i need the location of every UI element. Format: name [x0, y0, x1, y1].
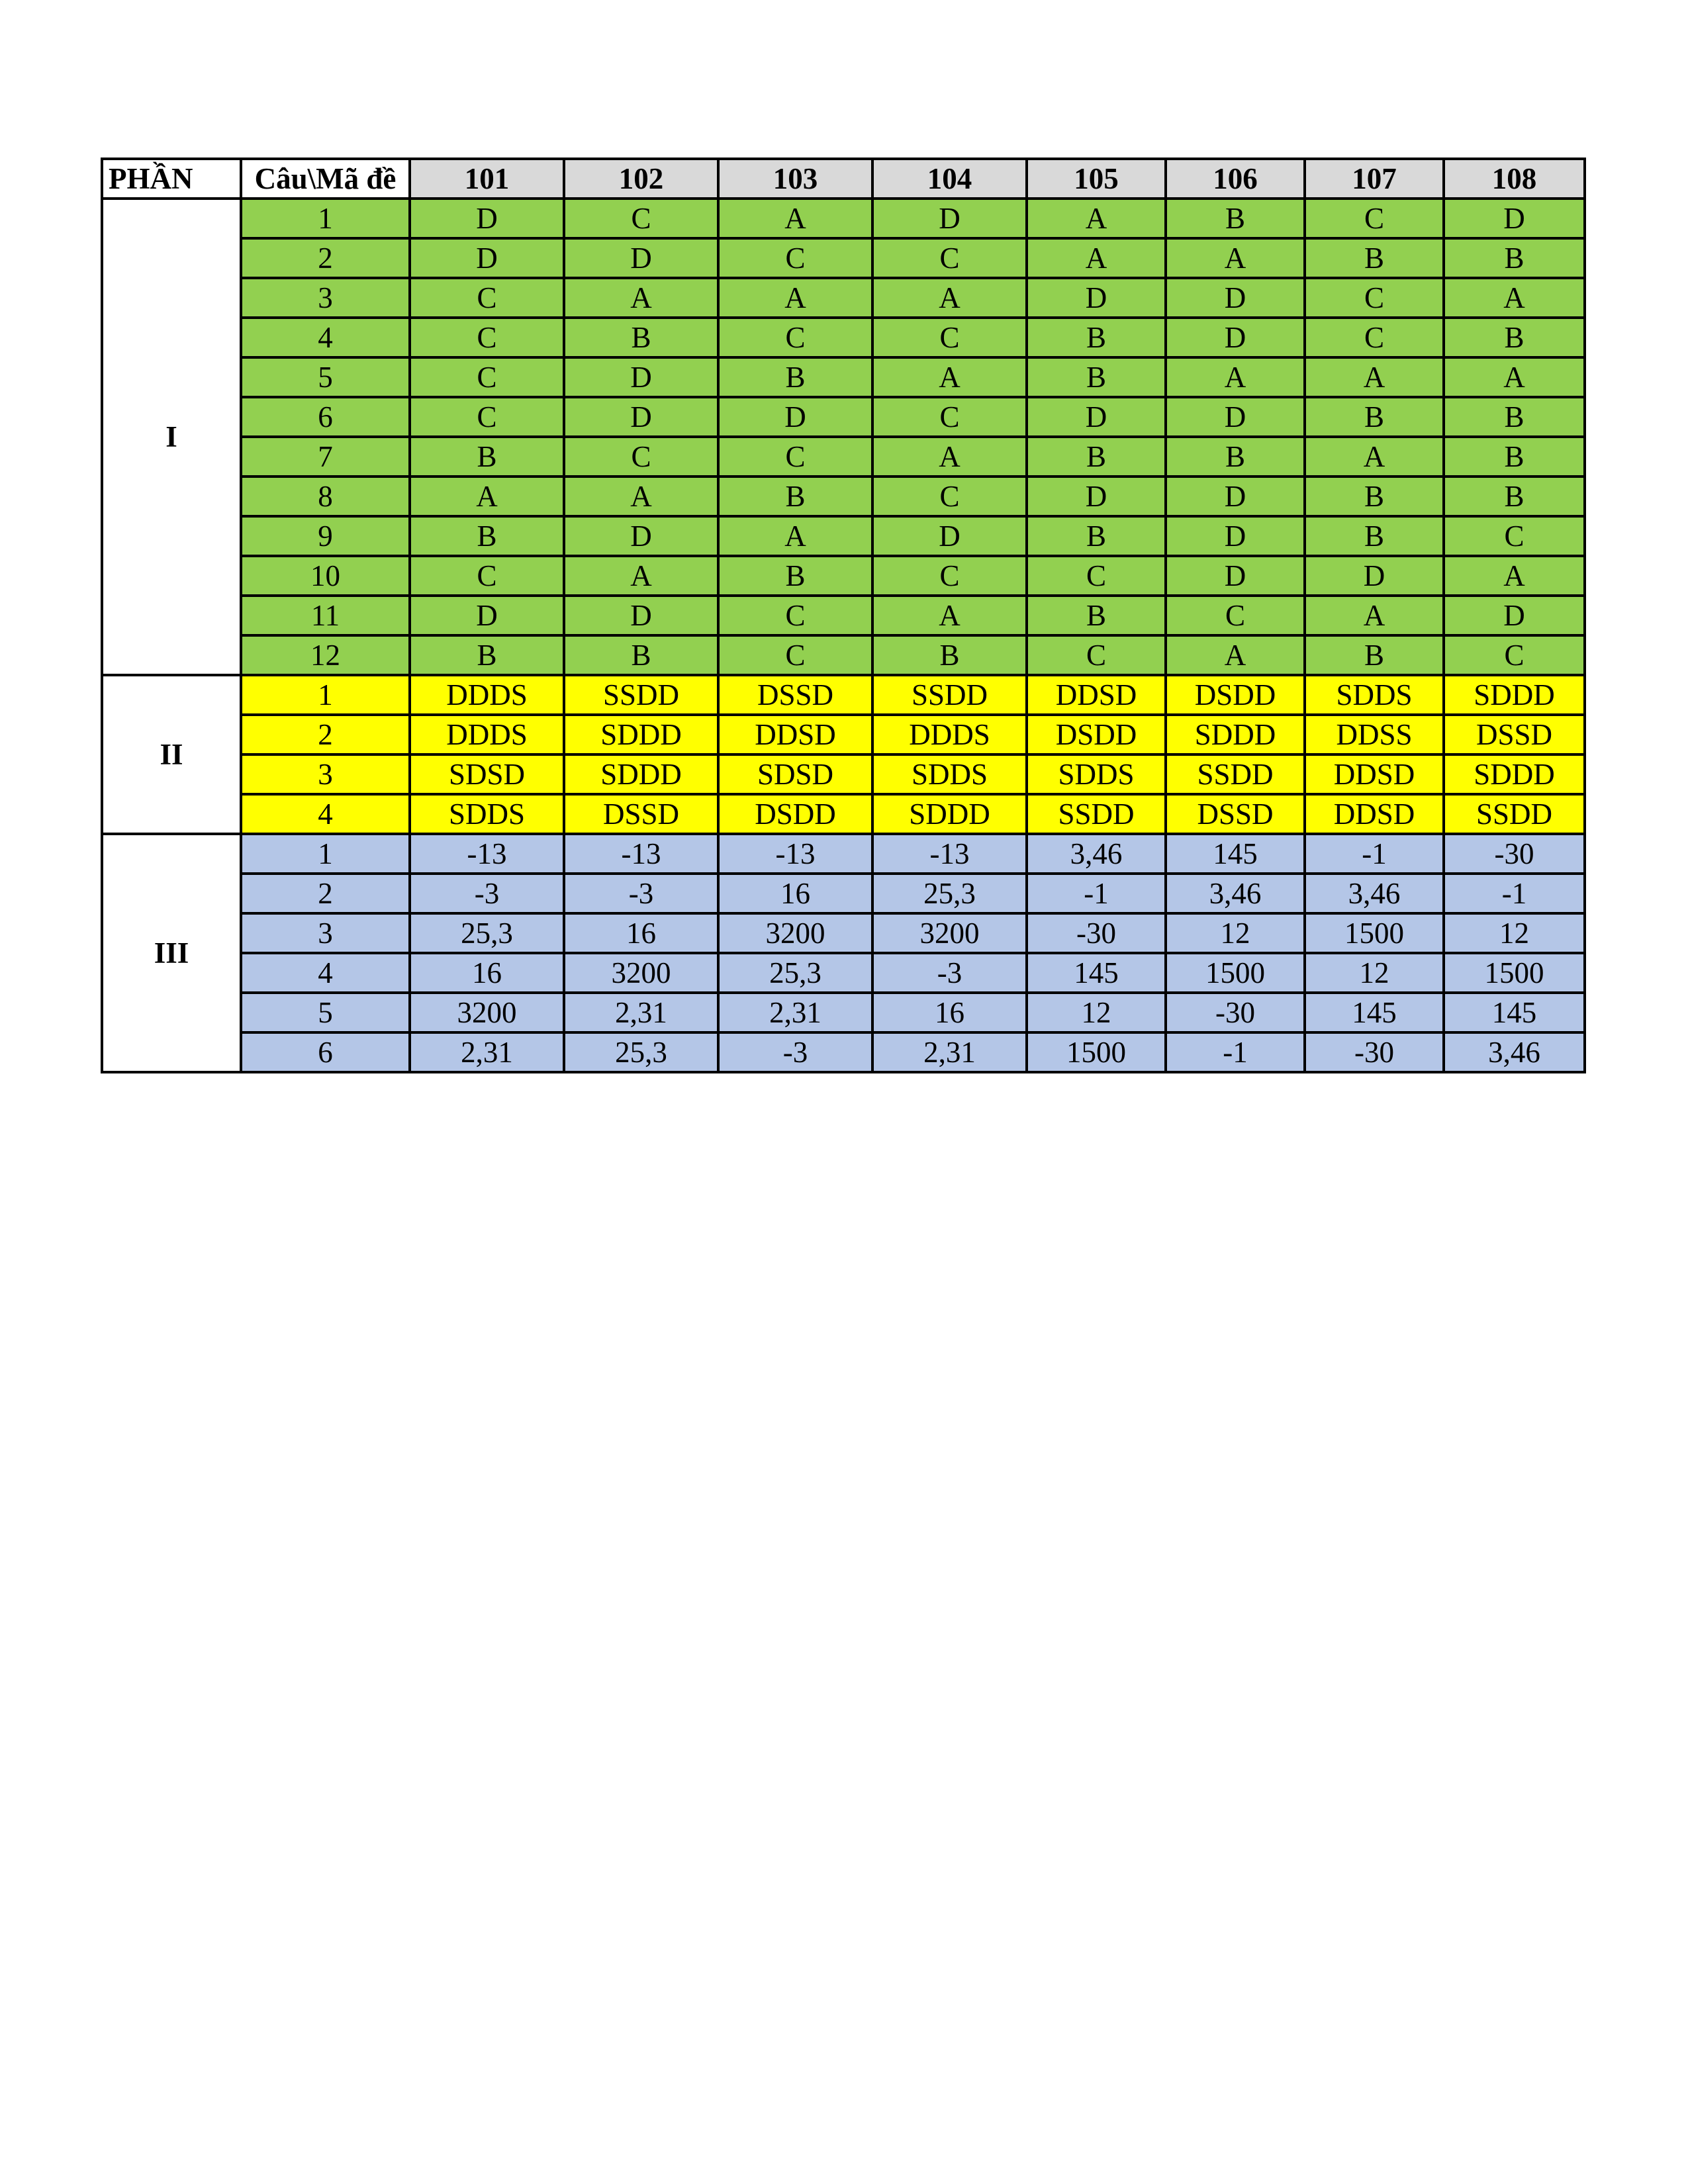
answer-cell: A: [1027, 238, 1166, 278]
header-code-103: 103: [718, 159, 872, 199]
question-number: 1: [241, 675, 410, 715]
answer-cell: SDDS: [1305, 675, 1444, 715]
answer-cell: DDSD: [1305, 794, 1444, 834]
answer-cell: DDDS: [410, 675, 564, 715]
table-row: [102, 675, 1585, 715]
answer-cell: B: [1305, 477, 1444, 516]
table-row: [102, 754, 1585, 794]
answer-cell: C: [564, 437, 718, 477]
question-number: 6: [241, 1032, 410, 1072]
section-label: III: [102, 834, 241, 1072]
answer-cell: 2,31: [410, 1032, 564, 1072]
answer-cell: D: [1444, 199, 1585, 238]
answer-cell: C: [1444, 516, 1585, 556]
answer-cell: DSSD: [1444, 715, 1585, 754]
question-number: 10: [241, 556, 410, 596]
answer-cell: SDDS: [410, 794, 564, 834]
answer-cell: SSDD: [872, 675, 1027, 715]
answer-cell: -13: [410, 834, 564, 874]
answer-cell: D: [564, 596, 718, 635]
answer-cell: B: [1305, 516, 1444, 556]
table-row: [102, 357, 1585, 397]
table-row: [102, 238, 1585, 278]
answer-cell: A: [564, 556, 718, 596]
answer-cell: 16: [718, 874, 872, 913]
answer-cell: C: [872, 238, 1027, 278]
answer-cell: 145: [1027, 953, 1166, 993]
section-label: I: [102, 199, 241, 675]
answer-cell: D: [1166, 516, 1305, 556]
answer-cell: -3: [410, 874, 564, 913]
answer-cell: A: [1305, 357, 1444, 397]
answer-cell: C: [1027, 556, 1166, 596]
answer-cell: 25,3: [872, 874, 1027, 913]
answer-cell: A: [1166, 357, 1305, 397]
answer-cell: 145: [1166, 834, 1305, 874]
header-code-104: 104: [872, 159, 1027, 199]
answer-cell: B: [1166, 199, 1305, 238]
answer-cell: 2,31: [718, 993, 872, 1032]
answer-cell: SDDD: [1444, 675, 1585, 715]
answer-cell: 2,31: [872, 1032, 1027, 1072]
answer-cell: A: [718, 278, 872, 318]
answer-cell: C: [410, 357, 564, 397]
answer-cell: 3200: [410, 993, 564, 1032]
answer-cell: D: [872, 199, 1027, 238]
answer-cell: C: [410, 318, 564, 357]
answer-cell: -1: [1444, 874, 1585, 913]
table-row: [102, 715, 1585, 754]
answer-cell: A: [872, 357, 1027, 397]
header-code-102: 102: [564, 159, 718, 199]
answer-cell: D: [410, 596, 564, 635]
answer-cell: DSSD: [718, 675, 872, 715]
answer-cell: 25,3: [410, 913, 564, 953]
table-row: [102, 1032, 1585, 1072]
answer-cell: SDDD: [1444, 754, 1585, 794]
answer-cell: DSSD: [1166, 794, 1305, 834]
answer-cell: B: [1027, 357, 1166, 397]
question-number: 2: [241, 238, 410, 278]
answer-cell: D: [1027, 397, 1166, 437]
question-number: 2: [241, 715, 410, 754]
answer-cell: 3200: [564, 953, 718, 993]
answer-cell: 145: [1305, 993, 1444, 1032]
table-row: [102, 794, 1585, 834]
answer-cell: C: [1444, 635, 1585, 675]
table-row: [102, 556, 1585, 596]
answer-cell: 3,46: [1027, 834, 1166, 874]
answer-cell: 16: [410, 953, 564, 993]
table-row: [102, 953, 1585, 993]
answer-cell: D: [1027, 278, 1166, 318]
answer-cell: D: [564, 238, 718, 278]
answer-cell: B: [718, 556, 872, 596]
answer-cell: 25,3: [718, 953, 872, 993]
table-row: [102, 278, 1585, 318]
answer-cell: SSDD: [1444, 794, 1585, 834]
question-number: 5: [241, 993, 410, 1032]
answer-cell: 2,31: [564, 993, 718, 1032]
answer-cell: SDSD: [410, 754, 564, 794]
answer-cell: A: [410, 477, 564, 516]
table-row: [102, 437, 1585, 477]
answer-cell: D: [564, 357, 718, 397]
answer-cell: C: [1305, 318, 1444, 357]
answer-cell: B: [718, 477, 872, 516]
answer-cell: -3: [564, 874, 718, 913]
answer-cell: D: [872, 516, 1027, 556]
answer-cell: C: [872, 397, 1027, 437]
answer-cell: DDSD: [1305, 754, 1444, 794]
answer-cell: C: [410, 397, 564, 437]
answer-cell: SDSD: [718, 754, 872, 794]
answer-cell: DSDD: [1027, 715, 1166, 754]
answer-cell: D: [1166, 556, 1305, 596]
answer-cell: A: [1027, 199, 1166, 238]
question-number: 6: [241, 397, 410, 437]
header-code-108: 108: [1444, 159, 1585, 199]
answer-cell: DDSS: [1305, 715, 1444, 754]
answer-cell: SDDS: [1027, 754, 1166, 794]
answer-cell: B: [410, 635, 564, 675]
answer-cell: D: [1305, 556, 1444, 596]
section-label: II: [102, 675, 241, 834]
table-row: [102, 874, 1585, 913]
table-row: [102, 199, 1585, 238]
answer-key-table: [101, 158, 1586, 1073]
answer-cell: C: [718, 596, 872, 635]
answer-cell: -30: [1166, 993, 1305, 1032]
answer-cell: -13: [872, 834, 1027, 874]
answer-cell: DSDD: [1166, 675, 1305, 715]
answer-cell: 3200: [872, 913, 1027, 953]
table-row: [102, 913, 1585, 953]
answer-cell: A: [1305, 437, 1444, 477]
question-number: 3: [241, 913, 410, 953]
answer-cell: A: [1444, 357, 1585, 397]
header-row: [102, 159, 1585, 199]
answer-cell: B: [1305, 635, 1444, 675]
answer-cell: 1500: [1305, 913, 1444, 953]
header-part-label: PHẦN: [102, 159, 241, 199]
question-number: 4: [241, 318, 410, 357]
answer-cell: D: [1027, 477, 1166, 516]
answer-cell: B: [1305, 397, 1444, 437]
answer-cell: 3200: [718, 913, 872, 953]
answer-cell: B: [1027, 318, 1166, 357]
question-number: 4: [241, 953, 410, 993]
table-row: [102, 635, 1585, 675]
answer-cell: B: [1444, 238, 1585, 278]
answer-cell: A: [1166, 238, 1305, 278]
answer-cell: -1: [1166, 1032, 1305, 1072]
answer-cell: -13: [718, 834, 872, 874]
answer-cell: C: [872, 477, 1027, 516]
answer-cell: C: [564, 199, 718, 238]
answer-cell: A: [1166, 635, 1305, 675]
question-number: 1: [241, 199, 410, 238]
answer-cell: C: [718, 437, 872, 477]
answer-cell: 1500: [1027, 1032, 1166, 1072]
answer-cell: B: [564, 318, 718, 357]
answer-cell: A: [1305, 596, 1444, 635]
header-code-101: 101: [410, 159, 564, 199]
answer-cell: 25,3: [564, 1032, 718, 1072]
table-row: [102, 516, 1585, 556]
answer-cell: A: [1444, 556, 1585, 596]
table-row: [102, 596, 1585, 635]
answer-cell: A: [564, 477, 718, 516]
answer-cell: 12: [1166, 913, 1305, 953]
answer-cell: DDDS: [410, 715, 564, 754]
answer-cell: D: [564, 397, 718, 437]
answer-cell: D: [718, 397, 872, 437]
answer-cell: 1500: [1166, 953, 1305, 993]
answer-cell: SSDD: [1166, 754, 1305, 794]
answer-cell: C: [872, 556, 1027, 596]
answer-cell: D: [1166, 397, 1305, 437]
header-code-106: 106: [1166, 159, 1305, 199]
answer-cell: SSDD: [1027, 794, 1166, 834]
answer-cell: D: [1444, 596, 1585, 635]
answer-cell: C: [1305, 278, 1444, 318]
question-number: 5: [241, 357, 410, 397]
table-row: [102, 993, 1585, 1032]
answer-cell: 145: [1444, 993, 1585, 1032]
answer-cell: -30: [1305, 1032, 1444, 1072]
answer-cell: 12: [1305, 953, 1444, 993]
answer-cell: 1500: [1444, 953, 1585, 993]
answer-cell: C: [718, 635, 872, 675]
answer-cell: B: [718, 357, 872, 397]
answer-cell: B: [410, 516, 564, 556]
answer-cell: C: [718, 238, 872, 278]
answer-cell: C: [872, 318, 1027, 357]
answer-cell: A: [872, 596, 1027, 635]
answer-cell: D: [1166, 477, 1305, 516]
answer-cell: SDDD: [564, 754, 718, 794]
answer-cell: DSDD: [718, 794, 872, 834]
answer-cell: DSSD: [564, 794, 718, 834]
answer-cell: B: [872, 635, 1027, 675]
question-number: 9: [241, 516, 410, 556]
answer-cell: B: [1027, 437, 1166, 477]
answer-cell: 16: [872, 993, 1027, 1032]
answer-key-body: [102, 159, 1585, 1072]
answer-cell: SDDD: [1166, 715, 1305, 754]
table-row: [102, 397, 1585, 437]
question-number: 7: [241, 437, 410, 477]
answer-cell: D: [564, 516, 718, 556]
answer-cell: DDSD: [1027, 675, 1166, 715]
answer-cell: -3: [718, 1032, 872, 1072]
answer-cell: D: [410, 238, 564, 278]
answer-cell: B: [410, 437, 564, 477]
answer-cell: D: [1166, 278, 1305, 318]
answer-cell: B: [564, 635, 718, 675]
answer-cell: C: [410, 556, 564, 596]
answer-cell: B: [1027, 516, 1166, 556]
question-number: 11: [241, 596, 410, 635]
answer-cell: SDDD: [872, 794, 1027, 834]
answer-cell: 3,46: [1166, 874, 1305, 913]
answer-cell: SSDD: [564, 675, 718, 715]
answer-cell: B: [1444, 437, 1585, 477]
answer-cell: A: [718, 516, 872, 556]
answer-cell: C: [1166, 596, 1305, 635]
answer-cell: B: [1027, 596, 1166, 635]
answer-cell: -1: [1027, 874, 1166, 913]
table-row: [102, 477, 1585, 516]
question-number: 4: [241, 794, 410, 834]
question-number: 3: [241, 754, 410, 794]
question-number: 3: [241, 278, 410, 318]
table-row: [102, 318, 1585, 357]
answer-cell: C: [410, 278, 564, 318]
header-code-107: 107: [1305, 159, 1444, 199]
answer-cell: B: [1444, 397, 1585, 437]
answer-cell: SDDS: [872, 754, 1027, 794]
answer-cell: A: [718, 199, 872, 238]
answer-cell: DDDS: [872, 715, 1027, 754]
answer-cell: 16: [564, 913, 718, 953]
answer-cell: A: [564, 278, 718, 318]
answer-cell: B: [1444, 318, 1585, 357]
answer-cell: B: [1166, 437, 1305, 477]
answer-cell: 3,46: [1444, 1032, 1585, 1072]
question-number: 8: [241, 477, 410, 516]
answer-cell: -30: [1027, 913, 1166, 953]
header-question-label: Câu\Mã đề: [241, 159, 410, 199]
header-code-105: 105: [1027, 159, 1166, 199]
answer-cell: 12: [1027, 993, 1166, 1032]
answer-cell: C: [1305, 199, 1444, 238]
answer-cell: -30: [1444, 834, 1585, 874]
answer-cell: -3: [872, 953, 1027, 993]
answer-cell: D: [410, 199, 564, 238]
answer-cell: C: [718, 318, 872, 357]
answer-cell: D: [1166, 318, 1305, 357]
answer-cell: SDDD: [564, 715, 718, 754]
question-number: 1: [241, 834, 410, 874]
answer-cell: 3,46: [1305, 874, 1444, 913]
answer-cell: A: [872, 278, 1027, 318]
answer-cell: A: [872, 437, 1027, 477]
answer-cell: C: [1027, 635, 1166, 675]
answer-cell: DDSD: [718, 715, 872, 754]
answer-cell: -1: [1305, 834, 1444, 874]
table-row: [102, 834, 1585, 874]
question-number: 12: [241, 635, 410, 675]
answer-cell: B: [1305, 238, 1444, 278]
answer-cell: B: [1444, 477, 1585, 516]
answer-cell: A: [1444, 278, 1585, 318]
question-number: 2: [241, 874, 410, 913]
answer-cell: 12: [1444, 913, 1585, 953]
answer-cell: -13: [564, 834, 718, 874]
